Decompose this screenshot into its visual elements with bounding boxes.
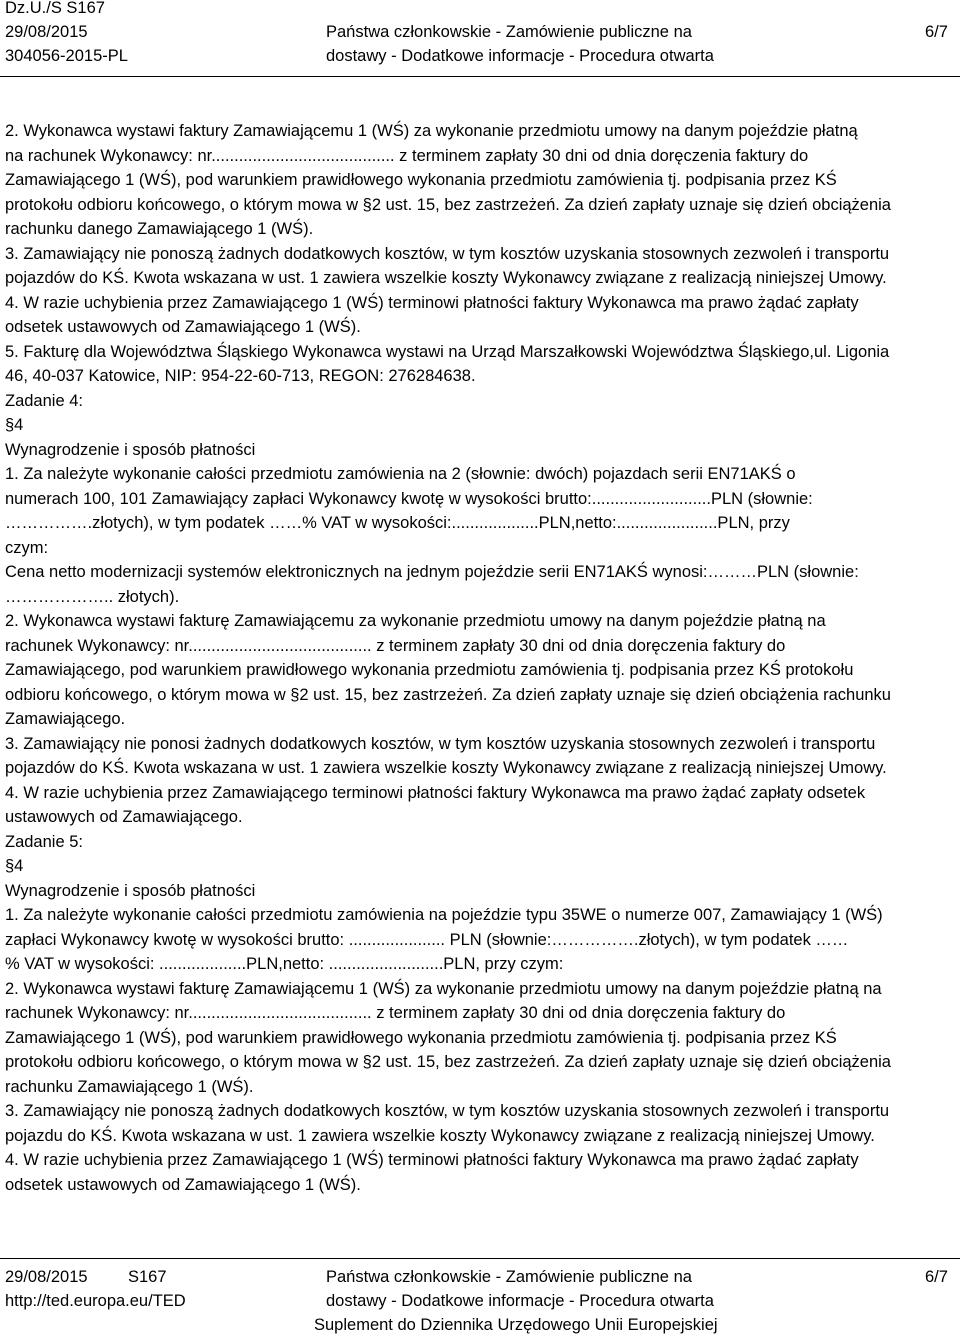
text-line: protokołu odbioru końcowego, o którym mowa w §2 ust. 15, bez zastrzeżeń. Za dzień zapłaty uznaje się dzień obciążenia bbox=[5, 1053, 891, 1071]
text-line: pojazdu do KŚ. Kwota wskazana w ust. 1 zawiera wszelkie koszty Wykonawcy związane z realizacją niniejszej Umowy. bbox=[5, 1126, 875, 1145]
text-line: 3. Zamawiający nie ponoszą żadnych dodatkowych kosztów, w tym kosztów uzyskania stosownych zezwoleń i transportu bbox=[5, 244, 890, 263]
text-line: 3. Zamawiający nie ponoszą żadnych dodatkowych kosztów, w tym kosztów uzyskania stosownych zezwoleń i transportu bbox=[5, 1102, 890, 1120]
text-line: protokołu odbioru końcowego, o którym mowa w §2 ust. 15, bez zastrzeżeń. Za dzień zapłaty uznaje się dzień obciążenia bbox=[5, 195, 891, 214]
text-line: rachunku Zamawiającego 1 (WŚ). bbox=[5, 1077, 254, 1096]
text-line: odbioru końcowego, o którym mowa w §2 ust. 15, bez zastrzeżeń. Za dzień zapłaty uznaje się dzień obciążenia rachunku bbox=[5, 685, 891, 704]
text-line: czym: bbox=[5, 538, 49, 557]
text-line: numerach 100, 101 Zamawiający zapłaci Wykonawcy kwotę w wysokości brutto:..........................PLN (słownie: bbox=[5, 489, 813, 508]
text-line: Zamawiającego, pod warunkiem prawidłowego wykonania przedmiotu zamówienia tj. podpisania przez KŚ protokołu bbox=[5, 661, 854, 679]
journal-reference: Dz.U./S S167 bbox=[5, 0, 105, 17]
text-line: 4. W razie uchybienia przez Zamawiającego terminowi płatności faktury Wykonawca ma prawo żądać zapłaty odsetek bbox=[5, 783, 866, 802]
footer-issue: S167 bbox=[128, 1268, 167, 1286]
footer-title-line2: dostawy - Dodatkowe informacje - Procedura otwarta bbox=[326, 1292, 714, 1310]
text-line: rachunek Wykonawcy: nr........................................ z terminem zapłaty 30 dni od dnia doręczenia faktury do bbox=[5, 1004, 786, 1022]
text-line: pojazdów do KŚ. Kwota wskazana w ust. 1 zawiera wszelkie koszty Wykonawcy związane z realizacją niniejszej Umowy. bbox=[5, 269, 887, 287]
text-line: 2. Wykonawca wystawi fakturę Zamawiającemu za wykonanie przedmiotu umowy na danym pojeździe płatną na bbox=[5, 612, 826, 630]
footer-page-number: 6/7 bbox=[925, 1268, 948, 1286]
text-line: 4. W razie uchybienia przez Zamawiającego 1 (WŚ) terminowi płatności faktury Wykonawca ma prawo żądać zapłaty bbox=[5, 1151, 859, 1169]
text-line: Zadanie 4: bbox=[5, 391, 83, 410]
text-line: % VAT w wysokości: ...................PLN,netto: .........................PLN, przy czym: bbox=[5, 955, 564, 973]
text-line: ……………….. złotych). bbox=[5, 587, 180, 606]
text-line: Zamawiającego 1 (WŚ), pod warunkiem prawidłowego wykonania przedmiotu zamówienia tj. podpisania przez KŚ bbox=[5, 171, 837, 189]
header-divider bbox=[0, 76, 960, 77]
footer-divider bbox=[0, 1258, 960, 1259]
document-id: 304056-2015-PL bbox=[5, 47, 128, 65]
text-line: zapłaci Wykonawcy kwotę w wysokości brutto: ..................... PLN (słownie:…………….złotych), w tym podatek …… bbox=[5, 930, 849, 949]
text-line: 4. W razie uchybienia przez Zamawiającego 1 (WŚ) terminowi płatności faktury Wykonawca ma prawo żądać zapłaty bbox=[5, 293, 859, 312]
text-line: Zadanie 5: bbox=[5, 832, 83, 851]
footer-url-link[interactable]: http://ted.europa.eu/TED bbox=[5, 1292, 186, 1310]
text-line: odsetek ustawowych od Zamawiającego 1 (WŚ). bbox=[5, 1175, 361, 1194]
text-line: §4 bbox=[5, 857, 24, 875]
text-line: 3. Zamawiający nie ponosi żadnych dodatkowych kosztów, w tym kosztów uzyskania stosownych zezwoleń i transportu bbox=[5, 734, 876, 753]
text-line: Cena netto modernizacji systemów elektronicznych na jednym pojeździe serii EN71AKŚ wynosi:………PLN (słownie: bbox=[5, 563, 859, 581]
text-line: 1. Za należyte wykonanie całości przedmiotu zamówienia na 2 (słownie: dwóch) pojazdach serii EN71AKŚ o bbox=[5, 465, 796, 483]
text-line: 46, 40-037 Katowice, NIP: 954-22-60-713, REGON: 276284638. bbox=[5, 367, 476, 385]
text-line: Zamawiającego. bbox=[5, 710, 126, 728]
text-line: 1. Za należyte wykonanie całości przedmiotu zamówienia na pojeździe typu 35WE o numerze 007, Zamawiający 1 (WŚ) bbox=[5, 906, 883, 924]
header-date: 29/08/2015 bbox=[5, 23, 88, 41]
text-line: Zamawiającego 1 (WŚ), pod warunkiem prawidłowego wykonania przedmiotu zamówienia tj. podpisania przez KŚ bbox=[5, 1028, 837, 1047]
text-line: 5. Fakturę dla Województwa Śląskiego Wykonawca wystawi na Urząd Marszałkowski Województwa Śląskiego,ul. Ligonia bbox=[5, 342, 890, 361]
footer-title-line3: Suplement do Dziennika Urzędowego Unii Europejskiej bbox=[314, 1316, 718, 1334]
text-line: 2. Wykonawca wystawi fakturę Zamawiającemu 1 (WŚ) za wykonanie przedmiotu umowy na danym pojeździe płatną na bbox=[5, 979, 882, 998]
header-title-line1: Państwa członkowskie - Zamówienie publiczne na bbox=[326, 23, 692, 41]
text-line: Wynagrodzenie i sposób płatności bbox=[5, 881, 256, 900]
text-line: na rachunek Wykonawcy: nr........................................ z terminem zapłaty 30 dni od dnia doręczenia faktury do bbox=[5, 146, 809, 165]
text-line: odsetek ustawowych od Zamawiającego 1 (WŚ). bbox=[5, 318, 361, 336]
text-line: Wynagrodzenie i sposób płatności bbox=[5, 440, 256, 459]
text-line: rachunku danego Zamawiającego 1 (WŚ). bbox=[5, 220, 314, 238]
text-line: §4 bbox=[5, 416, 24, 434]
text-line: rachunek Wykonawcy: nr........................................ z terminem zapłaty 30 dni od dnia doręczenia faktury do bbox=[5, 636, 786, 655]
text-line: pojazdów do KŚ. Kwota wskazana w ust. 1 zawiera wszelkie koszty Wykonawcy związane z realizacją niniejszej Umowy. bbox=[5, 759, 887, 777]
document-body bbox=[5, 119, 955, 1197]
text-line: 2. Wykonawca wystawi faktury Zamawiającemu 1 (WŚ) za wykonanie przedmiotu umowy na danym pojeździe płatną bbox=[5, 122, 858, 140]
text-line: …………….złotych), w tym podatek ……% VAT w wysokości:...................PLN,netto:......................PLN, przy bbox=[5, 514, 790, 532]
footer-title-line1: Państwa członkowskie - Zamówienie publiczne na bbox=[326, 1268, 692, 1286]
header-title-line2: dostawy - Dodatkowe informacje - Procedura otwarta bbox=[326, 47, 714, 65]
footer-date: 29/08/2015 bbox=[5, 1268, 88, 1286]
header-page-number: 6/7 bbox=[925, 23, 948, 41]
text-line: ustawowych od Zamawiającego. bbox=[5, 808, 243, 826]
